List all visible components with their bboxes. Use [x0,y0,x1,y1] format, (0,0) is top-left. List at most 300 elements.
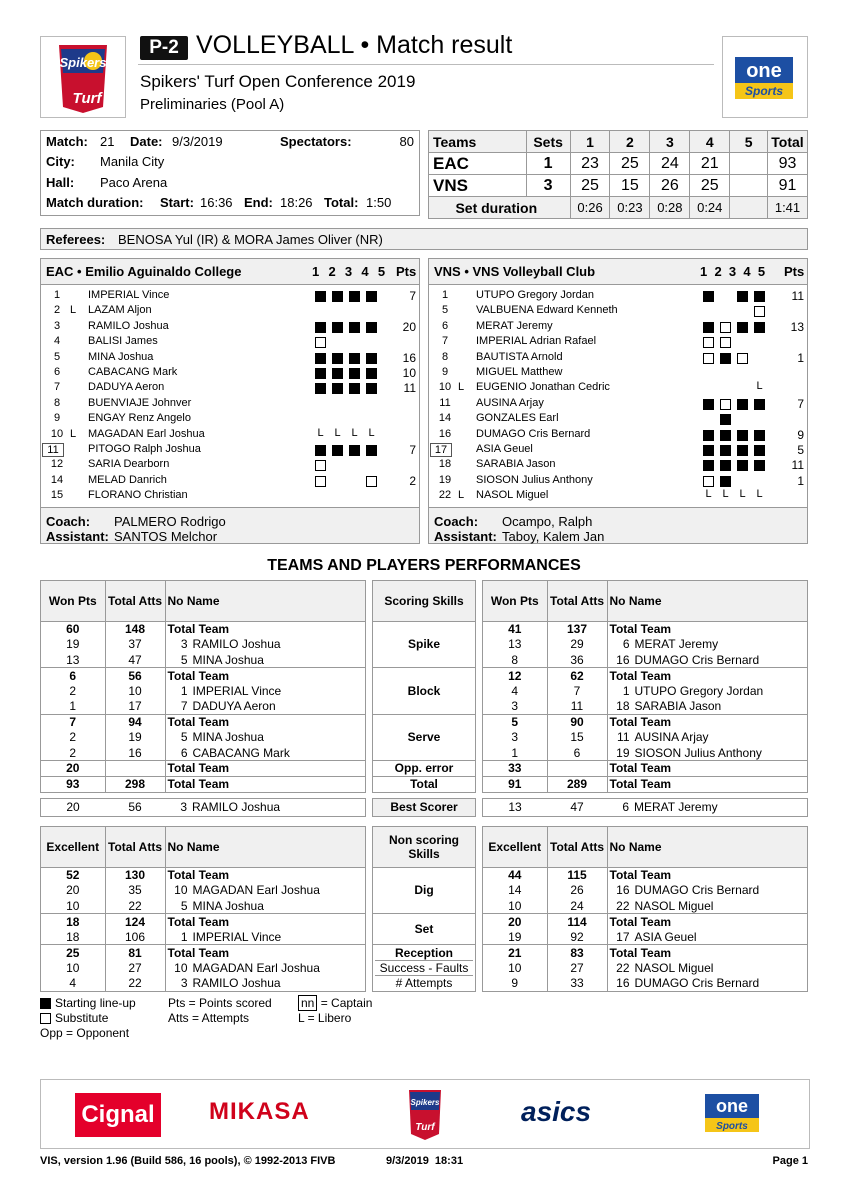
stat-value: 20 [41,761,105,777]
stat-attempts: 137 [547,621,607,637]
stat-attempts: 33 [547,976,607,992]
stats-row [41,637,365,653]
stat-value: 13 [483,637,547,653]
set-participation-none [332,491,343,502]
set-participation-substitute-icon [703,337,714,348]
set-participation-starter-icon [720,430,731,441]
stat-value: 13 [41,652,105,668]
player-points: 13 [790,319,804,334]
player-number: 9 [441,366,449,378]
player-points: 7 [797,396,804,411]
player-points: 7 [409,289,416,303]
stat-player [607,883,807,899]
set-participation-none [383,337,394,348]
set-participation-starter-icon [315,353,326,364]
stat-player-name: Total Team [609,945,672,960]
player-number: 6 [441,319,449,332]
player-row [46,443,416,458]
stats-row [483,867,807,883]
stat-attempts: 17 [105,699,165,715]
stat-player-name: Total Team [609,761,672,776]
team-code: EAC [429,153,527,175]
page-badge: P-2 [140,36,188,60]
stat-player [165,699,365,715]
stat-player [607,761,807,777]
stat-attempts: 19 [105,730,165,746]
player-number: 4 [53,335,61,348]
stat-value: 8 [483,652,547,668]
stats-row [483,637,807,653]
hall-value: Paco Arena [100,175,168,190]
set-participation-starter-icon [332,322,343,333]
skills-table [373,827,475,991]
stat-player-name: ASIA Geuel [634,929,697,944]
stat-player-number: 5 [180,898,188,913]
stat-value: 20 [41,883,105,899]
stats-column-header: No Name [607,827,807,867]
set-participation-none [737,368,748,379]
set-duration-row [429,197,808,219]
set-participation-starter-icon [737,445,748,456]
player-number: 5 [441,304,449,317]
set-participation-none [315,491,326,502]
set-participation-none [383,430,394,441]
stat-player-number: 11 [617,730,630,745]
set-participation-starter-icon [315,368,326,379]
set-participation-none [349,414,360,425]
set-participation-starter-icon [332,353,343,364]
col-set5: 5 [730,131,768,153]
team-b-scoring-table [482,580,808,793]
player-number: 12 [50,458,64,471]
stat-player [607,637,807,653]
set-participation-none [366,337,377,348]
team-b-best-scorer [482,798,808,817]
set-participation-starter-icon [366,322,377,333]
best-scorer-attempts: 47 [570,799,584,814]
player-row [434,335,804,350]
team-b-coach: Ocampo, Ralph [502,514,593,529]
footer-timestamp: 9/3/2019 18:31 [386,1155,464,1167]
stat-attempts: 11 [547,699,607,715]
legend-attempts: Atts = Attempts [168,1011,250,1025]
stat-player-number: 17 [616,929,630,944]
player-row [434,366,804,381]
stats-column-header: Won Pts [483,581,547,621]
stat-attempts: 62 [547,668,607,684]
score-header-row [429,131,808,153]
stat-player-name: DUMAGO Cris Bernard [634,976,760,991]
player-points: 5 [797,443,804,457]
player-name: MINA Joshua [88,350,154,363]
skill-row [373,776,475,792]
set-participation-starter-icon [754,445,765,456]
best-scorer-points: 13 [508,799,522,814]
set-participation-starter-icon [737,430,748,441]
team-a-coach: PALMERO Rodrigo [114,514,226,529]
stat-player [165,683,365,699]
team-a-best-scorer [40,798,366,817]
conference-name: Spikers' Turf Open Conference 2019 [140,72,416,91]
set-participation-none [349,306,360,317]
player-name: MERAT Jeremy [476,319,553,332]
player-name: VALBUENA Edward Kenneth [476,304,618,317]
set-participation-none [366,460,377,471]
set-participation-none [771,383,782,394]
set-participation-starter-icon [703,445,714,456]
stats-column-header: Total Atts [105,827,165,867]
stat-player-name: Total Team [609,668,672,683]
set-participation-none [754,414,765,425]
stat-player-number: 16 [616,976,630,991]
stat-value: 44 [483,867,547,883]
libero-marker: L [458,381,465,394]
stat-player [607,945,807,961]
stat-attempts: 124 [105,914,165,930]
player-row [434,443,804,458]
stats-row [41,776,365,792]
stats-row [41,929,365,945]
set-participation-libero: L [756,380,763,393]
set-participation-none [703,368,714,379]
team-b-set-headers: 1 2 3 4 5 [700,264,766,279]
asics-logo: asics [521,1096,592,1127]
stat-player [165,621,365,637]
scoring-skills-column [372,580,476,793]
stat-player-number: 7 [180,699,188,713]
score-row-eac [429,153,808,175]
start-label: Start: [160,195,194,210]
col-total: Total [768,131,808,153]
player-number: 17 [430,443,452,457]
sets-won: 3 [526,175,570,197]
stat-value: 25 [41,945,105,961]
team-a-name: EAC • Emilio Aguinaldo College [46,264,242,279]
stat-player [607,745,807,761]
sponsors-bar [40,1079,810,1149]
stats-row [41,652,365,668]
player-number: 18 [438,458,452,471]
player-number: 16 [438,427,452,440]
set-participation-starter-icon [349,322,360,333]
set-participation-substitute-icon [703,476,714,487]
assistant-label: Assistant: [46,529,109,544]
stats-row [483,898,807,914]
stats-row [41,761,365,777]
stat-player-number: 1 [180,683,188,698]
total-points: 93 [768,153,808,175]
nonscoring-skills-column [372,826,476,992]
performances-heading: TEAMS AND PLAYERS PERFORMANCES [267,557,581,574]
stat-attempts: 47 [105,652,165,668]
stat-value: 60 [41,621,105,637]
set-participation-none [771,368,782,379]
set-participation-none [366,399,377,410]
set-participation-starter-icon [737,460,748,471]
footer-page-number: Page 1 [772,1155,808,1167]
set-participation-starter-icon [315,322,326,333]
best-scorer-player [607,799,807,815]
team-a-assistant: SANTOS Melchor [114,529,218,544]
set-participation-none [332,414,343,425]
stat-player [165,730,365,746]
stat-value: 10 [483,898,547,914]
stats-column-header: No Name [607,581,807,621]
set-participation-none [315,306,326,317]
set-participation-none [737,337,748,348]
set-score [730,153,768,175]
set-duration: 0:28 [650,197,690,219]
competition-phase: Preliminaries (Pool A) [140,96,285,113]
col-set4: 4 [690,131,730,153]
player-name: EUGENIO Jonathan Cedric [476,381,610,394]
set-score-table [428,130,808,219]
stats-row [41,745,365,761]
match-label: Match: [46,134,88,149]
stat-attempts: 130 [105,867,165,883]
legend-captain-text: = Captain [320,996,373,1010]
stat-attempts: 7 [547,683,607,699]
stat-value: 5 [483,714,547,730]
stat-player-number: 10 [174,883,188,898]
set-participation-none [703,306,714,317]
stats-row [483,761,807,777]
player-row [434,474,804,489]
set-participation-none [771,491,782,502]
player-points: 1 [797,473,804,488]
stat-value: 18 [41,914,105,930]
svg-text:Spikers: Spikers [410,1098,440,1107]
set-participation-starter-icon [703,460,714,471]
set-participation-substitute-icon [720,399,731,410]
player-number: 19 [438,473,452,486]
stat-value: 6 [41,668,105,684]
stats-header-row [483,827,807,867]
stat-value: 52 [41,867,105,883]
stat-player-name: Total Team [167,914,230,929]
set-participation-none [720,306,731,317]
col-set3: 3 [650,131,690,153]
stats-row [483,714,807,730]
player-points: 9 [797,427,804,442]
stat-value: 1 [483,745,547,761]
stat-attempts: 22 [105,976,165,992]
set-participation-starter-icon [720,460,731,471]
stats-table [483,581,807,792]
stat-player-number: 1 [622,683,630,698]
stat-player-name: Total Team [167,668,230,683]
set-participation-none [703,383,714,394]
set-participation-starter-icon [754,291,765,302]
skill-row [373,914,475,945]
sets-won: 1 [526,153,570,175]
player-points: 7 [409,443,416,457]
svg-text:Turf: Turf [72,90,102,107]
svg-text:one: one [746,60,782,82]
stat-player [165,637,365,653]
legend-opponent: Opp = Opponent [40,1026,130,1040]
stat-attempts: 115 [547,867,607,883]
player-name: DUMAGO Cris Bernard [476,427,591,440]
stat-attempts: 81 [105,945,165,961]
stat-player [607,652,807,668]
stat-player-name: CABACANG Mark [192,745,290,760]
set-participation-starter-icon [703,399,714,410]
stat-player [607,668,807,684]
player-points: 2 [409,473,416,488]
col-set2: 2 [610,131,650,153]
player-name: MELAD Danrich [88,473,167,486]
stat-attempts: 36 [547,652,607,668]
set-participation-none [703,414,714,425]
set-participation-none [383,414,394,425]
stat-attempts: 148 [105,621,165,637]
player-number: 8 [53,396,61,409]
skills-column-header: Scoring Skills [373,581,475,621]
player-name: CABACANG Mark [88,366,178,378]
stat-player [165,761,365,777]
stat-player-number: 22 [616,898,630,913]
stats-column-header: Excellent [483,827,547,867]
set-participation-libero: L [317,426,324,439]
set-score: 25 [570,175,610,197]
stat-value: 93 [41,776,105,792]
player-number: 1 [53,289,61,301]
stats-row [41,945,365,961]
player-name: ASIA Geuel [476,443,533,455]
set-participation-none [720,368,731,379]
stat-attempts: 6 [547,745,607,761]
stat-player [607,714,807,730]
stat-player-name: RAMILO Joshua [192,637,281,652]
stat-player [165,929,365,945]
player-number: 3 [53,319,61,332]
set-score: 25 [690,175,730,197]
stat-value: 3 [483,699,547,715]
set-participation-starter-icon [703,291,714,302]
team-a-set-headers: 1 2 3 4 5 [312,264,386,279]
stat-player [165,898,365,914]
stat-player-name: Total Team [609,868,672,882]
stat-attempts: 106 [105,929,165,945]
set-participation-starter-icon [366,383,377,394]
stat-player-name: SARABIA Jason [634,699,722,713]
stat-player [165,976,365,992]
stat-player-name: MAGADAN Earl Joshua [192,960,320,975]
player-points: 1 [797,350,804,365]
stats-row [41,883,365,899]
stats-row [41,960,365,976]
team-a-scoring-table [40,580,366,793]
player-number: 6 [53,366,61,378]
stats-row [483,776,807,792]
legend-libero: L = Libero [298,1011,352,1025]
player-points: 10 [402,366,416,380]
stat-player-number: 6 [622,637,630,652]
assistant-label: Assistant: [434,529,497,544]
player-row [434,458,804,473]
stat-attempts: 289 [547,776,607,792]
player-points: 20 [402,319,416,334]
set-participation-starter-icon [349,353,360,364]
player-name: RAMILO Joshua [88,319,169,332]
player-name: IMPERIAL Adrian Rafael [476,335,597,348]
stat-player-name: Total Team [167,761,230,776]
stat-value: 10 [483,960,547,976]
set-participation-starter-icon [737,322,748,333]
filled-square-icon [40,998,51,1009]
set-participation-libero: L [756,488,763,501]
stat-player-name: AUSINA Arjay [634,730,709,745]
start-time: 16:36 [200,195,233,210]
set-participation-libero: L [368,426,375,439]
set-participation-libero: L [351,426,358,439]
stats-column-header: Won Pts [41,581,105,621]
stat-value: 19 [41,637,105,653]
set-participation-libero: L [739,488,746,501]
stat-attempts: 35 [105,883,165,899]
stat-player-number: 22 [616,960,630,975]
set-participation-starter-icon [720,353,731,364]
city-value: Manila City [100,154,165,169]
skill-name: Block [373,668,475,715]
skill-name [373,945,475,992]
set-participation-libero: L [705,488,712,501]
stats-row [483,652,807,668]
legend-points: Pts = Points scored [168,996,272,1010]
best-scorer-name: RAMILO Joshua [192,799,281,814]
cignal-logo: Cignal [75,1093,161,1137]
player-name: BALISI James [88,335,158,348]
set-participation-none [349,460,360,471]
stat-player-number: 3 [180,637,188,652]
stat-player [165,914,365,930]
stats-row [483,668,807,684]
stat-attempts: 29 [547,637,607,653]
set-participation-none [332,337,343,348]
stat-attempts: 24 [547,898,607,914]
stat-player-name: IMPERIAL Vince [192,683,282,698]
set-participation-none [366,414,377,425]
stat-attempts: 22 [105,898,165,914]
set-participation-libero: L [334,426,341,439]
player-number: 15 [50,489,64,502]
stat-player-name: NASOL Miguel [634,898,714,913]
stat-player-name: Total Team [609,715,672,729]
team-b-nonscoring-table [482,826,808,992]
stats-row [483,699,807,715]
best-scorer-number: 6 [622,799,629,814]
player-name: SIOSON Julius Anthony [476,473,593,486]
stat-value: 2 [41,683,105,699]
player-number: 10 [50,427,64,440]
stat-value: 4 [41,976,105,992]
stat-player [165,867,365,883]
stats-table [41,827,365,991]
player-row [46,289,416,304]
referees-names: BENOSA Yul (IR) & MORA James Oliver (NR) [118,232,383,247]
skill-name: Total [373,776,475,792]
col-teams: Teams [429,131,527,153]
total-duration-label: Total: [324,195,359,210]
skill-row [373,867,475,914]
legend-captain [298,996,372,1010]
player-number: 10 [438,381,452,394]
stat-player [607,683,807,699]
player-name: SARABIA Jason [476,458,556,471]
player-row [434,412,804,427]
skill-row [373,945,475,992]
